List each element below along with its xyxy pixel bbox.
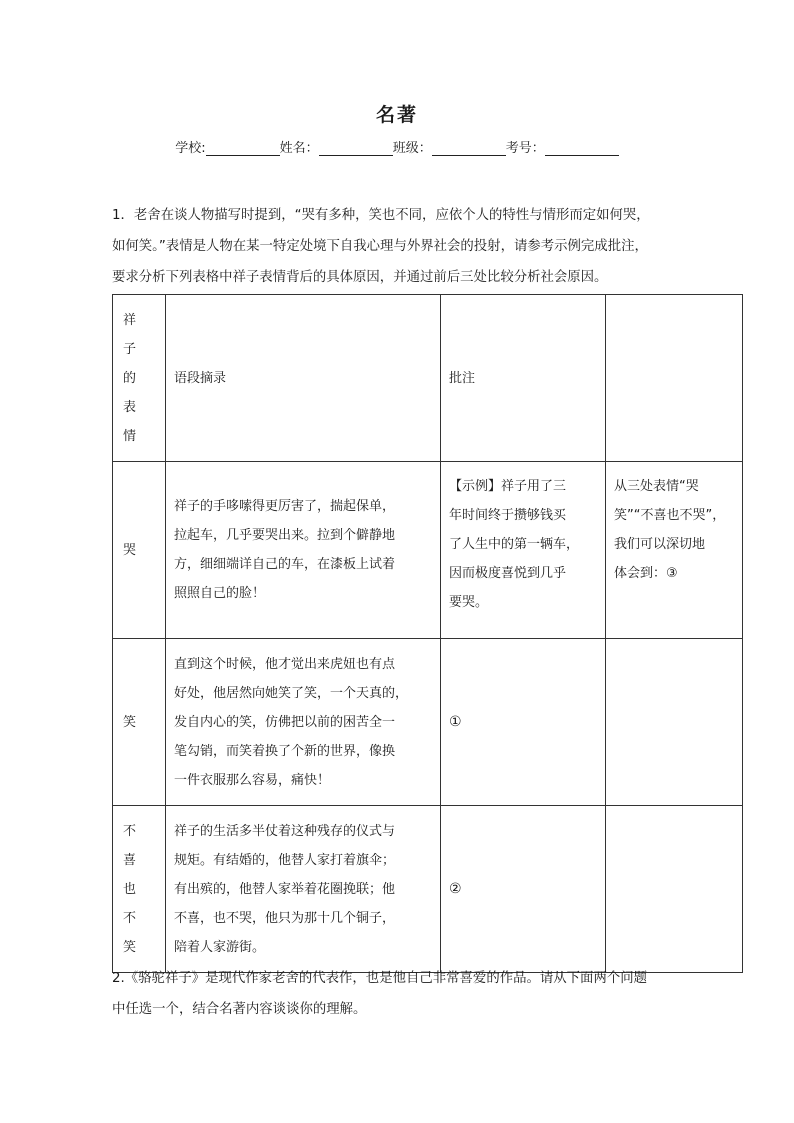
class-field bbox=[393, 137, 506, 156]
annotation-cell[interactable] bbox=[441, 806, 606, 973]
expression-cell bbox=[113, 806, 166, 973]
expression-char: 不 bbox=[123, 823, 137, 839]
expression-char: 笑 bbox=[123, 714, 137, 730]
annotation-table bbox=[112, 294, 743, 973]
comparison-line: 我们可以深切地 bbox=[614, 537, 706, 552]
name-blank[interactable] bbox=[319, 141, 393, 156]
class-blank[interactable] bbox=[432, 141, 506, 156]
annotation-line: 年时间终于攒够钱买 bbox=[449, 508, 567, 523]
name-label: 姓名： bbox=[279, 141, 319, 156]
excerpt-line: 规矩。有结婚的，他替人家打着旗伞； bbox=[174, 852, 396, 868]
annotation-line: 【示例】祥子用了三 bbox=[449, 479, 567, 494]
annotation-line: 了人生中的第一辆车， bbox=[449, 537, 580, 552]
header-annotation-cell: 批注 bbox=[441, 295, 606, 462]
header-expression-cell bbox=[113, 295, 166, 462]
excerpt-line: 有出殡的，他替人家举着花圈挽联；他 bbox=[174, 881, 396, 897]
annotation-cell bbox=[441, 462, 606, 639]
header-expression-char: 表 bbox=[123, 399, 137, 415]
excerpt-cell bbox=[166, 462, 441, 639]
expression-char: 也 bbox=[123, 881, 137, 897]
excerpt-line: 拉起车，几乎要哭出来。拉到个僻静地 bbox=[174, 528, 396, 543]
school-field bbox=[175, 137, 279, 156]
excerpt-line: 发自内心的笑，仿佛把以前的困苦全一 bbox=[174, 714, 396, 730]
expression-char: 不 bbox=[123, 910, 137, 926]
table-header-row bbox=[113, 295, 743, 462]
excerpt-line: 笔勾销，而笑着换了个新的世界，像换 bbox=[174, 743, 396, 759]
expression-char: 笑 bbox=[123, 939, 137, 955]
comparison-cell bbox=[606, 462, 743, 639]
document-title: 名著 bbox=[375, 104, 418, 126]
question-1-line: 1．老舍在谈人物描写时提到，“哭有多种，笑也不同，应依个人的特性与情形而定如何哭， bbox=[112, 208, 650, 223]
excerpt-line: 照照自己的脸！ bbox=[174, 586, 266, 601]
question-2-line: 中任选一个，结合名著内容谈谈你的理解。 bbox=[112, 1002, 367, 1017]
answer-blank-marker: ① bbox=[449, 713, 462, 730]
comparison-line: 体会到：③ bbox=[614, 566, 678, 581]
exam-number-label: 考号： bbox=[505, 141, 545, 156]
excerpt-line: 祥子的生活多半仗着这种残存的仪式与 bbox=[174, 823, 396, 839]
excerpt-line: 好处，他居然向她笑了笑，一个天真的， bbox=[174, 685, 409, 701]
excerpt-line: 一件衣服那么容易，痛快！ bbox=[174, 772, 331, 788]
expression-cell bbox=[113, 639, 166, 806]
exam-number-blank[interactable] bbox=[545, 141, 619, 156]
comparison-line: 笑”“不喜也不哭”， bbox=[614, 508, 726, 523]
school-blank[interactable] bbox=[206, 141, 280, 156]
header-expression-char: 祥 bbox=[123, 312, 137, 328]
student-info-line bbox=[0, 137, 794, 156]
header-expression-char: 的 bbox=[123, 370, 137, 386]
question-1-line: 要求分析下列表格中祥子表情背后的具体原因，并通过前后三处比较分析社会原因。 bbox=[112, 270, 608, 285]
annotation-cell[interactable] bbox=[441, 639, 606, 806]
table-row bbox=[113, 462, 743, 639]
expression-char: 喜 bbox=[123, 852, 137, 868]
comparison-line: 从三处表情“哭 bbox=[614, 479, 699, 494]
exam-number-field bbox=[506, 137, 619, 156]
header-expression-char: 情 bbox=[123, 428, 137, 444]
expression-char: 哭 bbox=[123, 542, 137, 558]
question-1-line: 如何笑。”表情是人物在某一特定处境下自我心理与外界社会的投射，请参考示例完成批注， bbox=[112, 239, 648, 254]
annotation-line: 因而极度喜悦到几乎 bbox=[449, 566, 567, 581]
question-1-text bbox=[112, 200, 684, 293]
class-label: 班级： bbox=[392, 141, 432, 156]
comparison-cell bbox=[606, 806, 743, 973]
school-label: 学校: bbox=[175, 141, 206, 156]
table-row bbox=[113, 639, 743, 806]
excerpt-line: 不喜，也不哭，他只为那十几个铜子， bbox=[174, 910, 396, 926]
name-field bbox=[280, 137, 393, 156]
table-row bbox=[113, 806, 743, 973]
excerpt-line: 陪着人家游街。 bbox=[174, 939, 266, 955]
excerpt-line: 祥子的手哆嗦得更厉害了，揣起保单， bbox=[174, 499, 396, 514]
excerpt-line: 方，细细端详自己的车，在漆板上试着 bbox=[174, 557, 396, 572]
answer-blank-marker: ② bbox=[449, 880, 462, 897]
header-extra-cell bbox=[606, 295, 743, 462]
expression-cell bbox=[113, 462, 166, 639]
comparison-cell bbox=[606, 639, 743, 806]
excerpt-cell bbox=[166, 639, 441, 806]
question-2-line: 2.《骆驼祥子》是现代作家老舍的代表作，也是他自己非常喜爱的作品。请从下面两个问题 bbox=[112, 971, 648, 986]
question-2-text bbox=[112, 963, 684, 1025]
excerpt-line: 直到这个时候，他才觉出来虎妞也有点 bbox=[174, 656, 396, 672]
annotation-line: 要哭。 bbox=[449, 595, 489, 610]
header-expression-char: 子 bbox=[123, 341, 137, 357]
excerpt-cell bbox=[166, 806, 441, 973]
header-excerpt-cell: 语段摘录 bbox=[166, 295, 441, 462]
